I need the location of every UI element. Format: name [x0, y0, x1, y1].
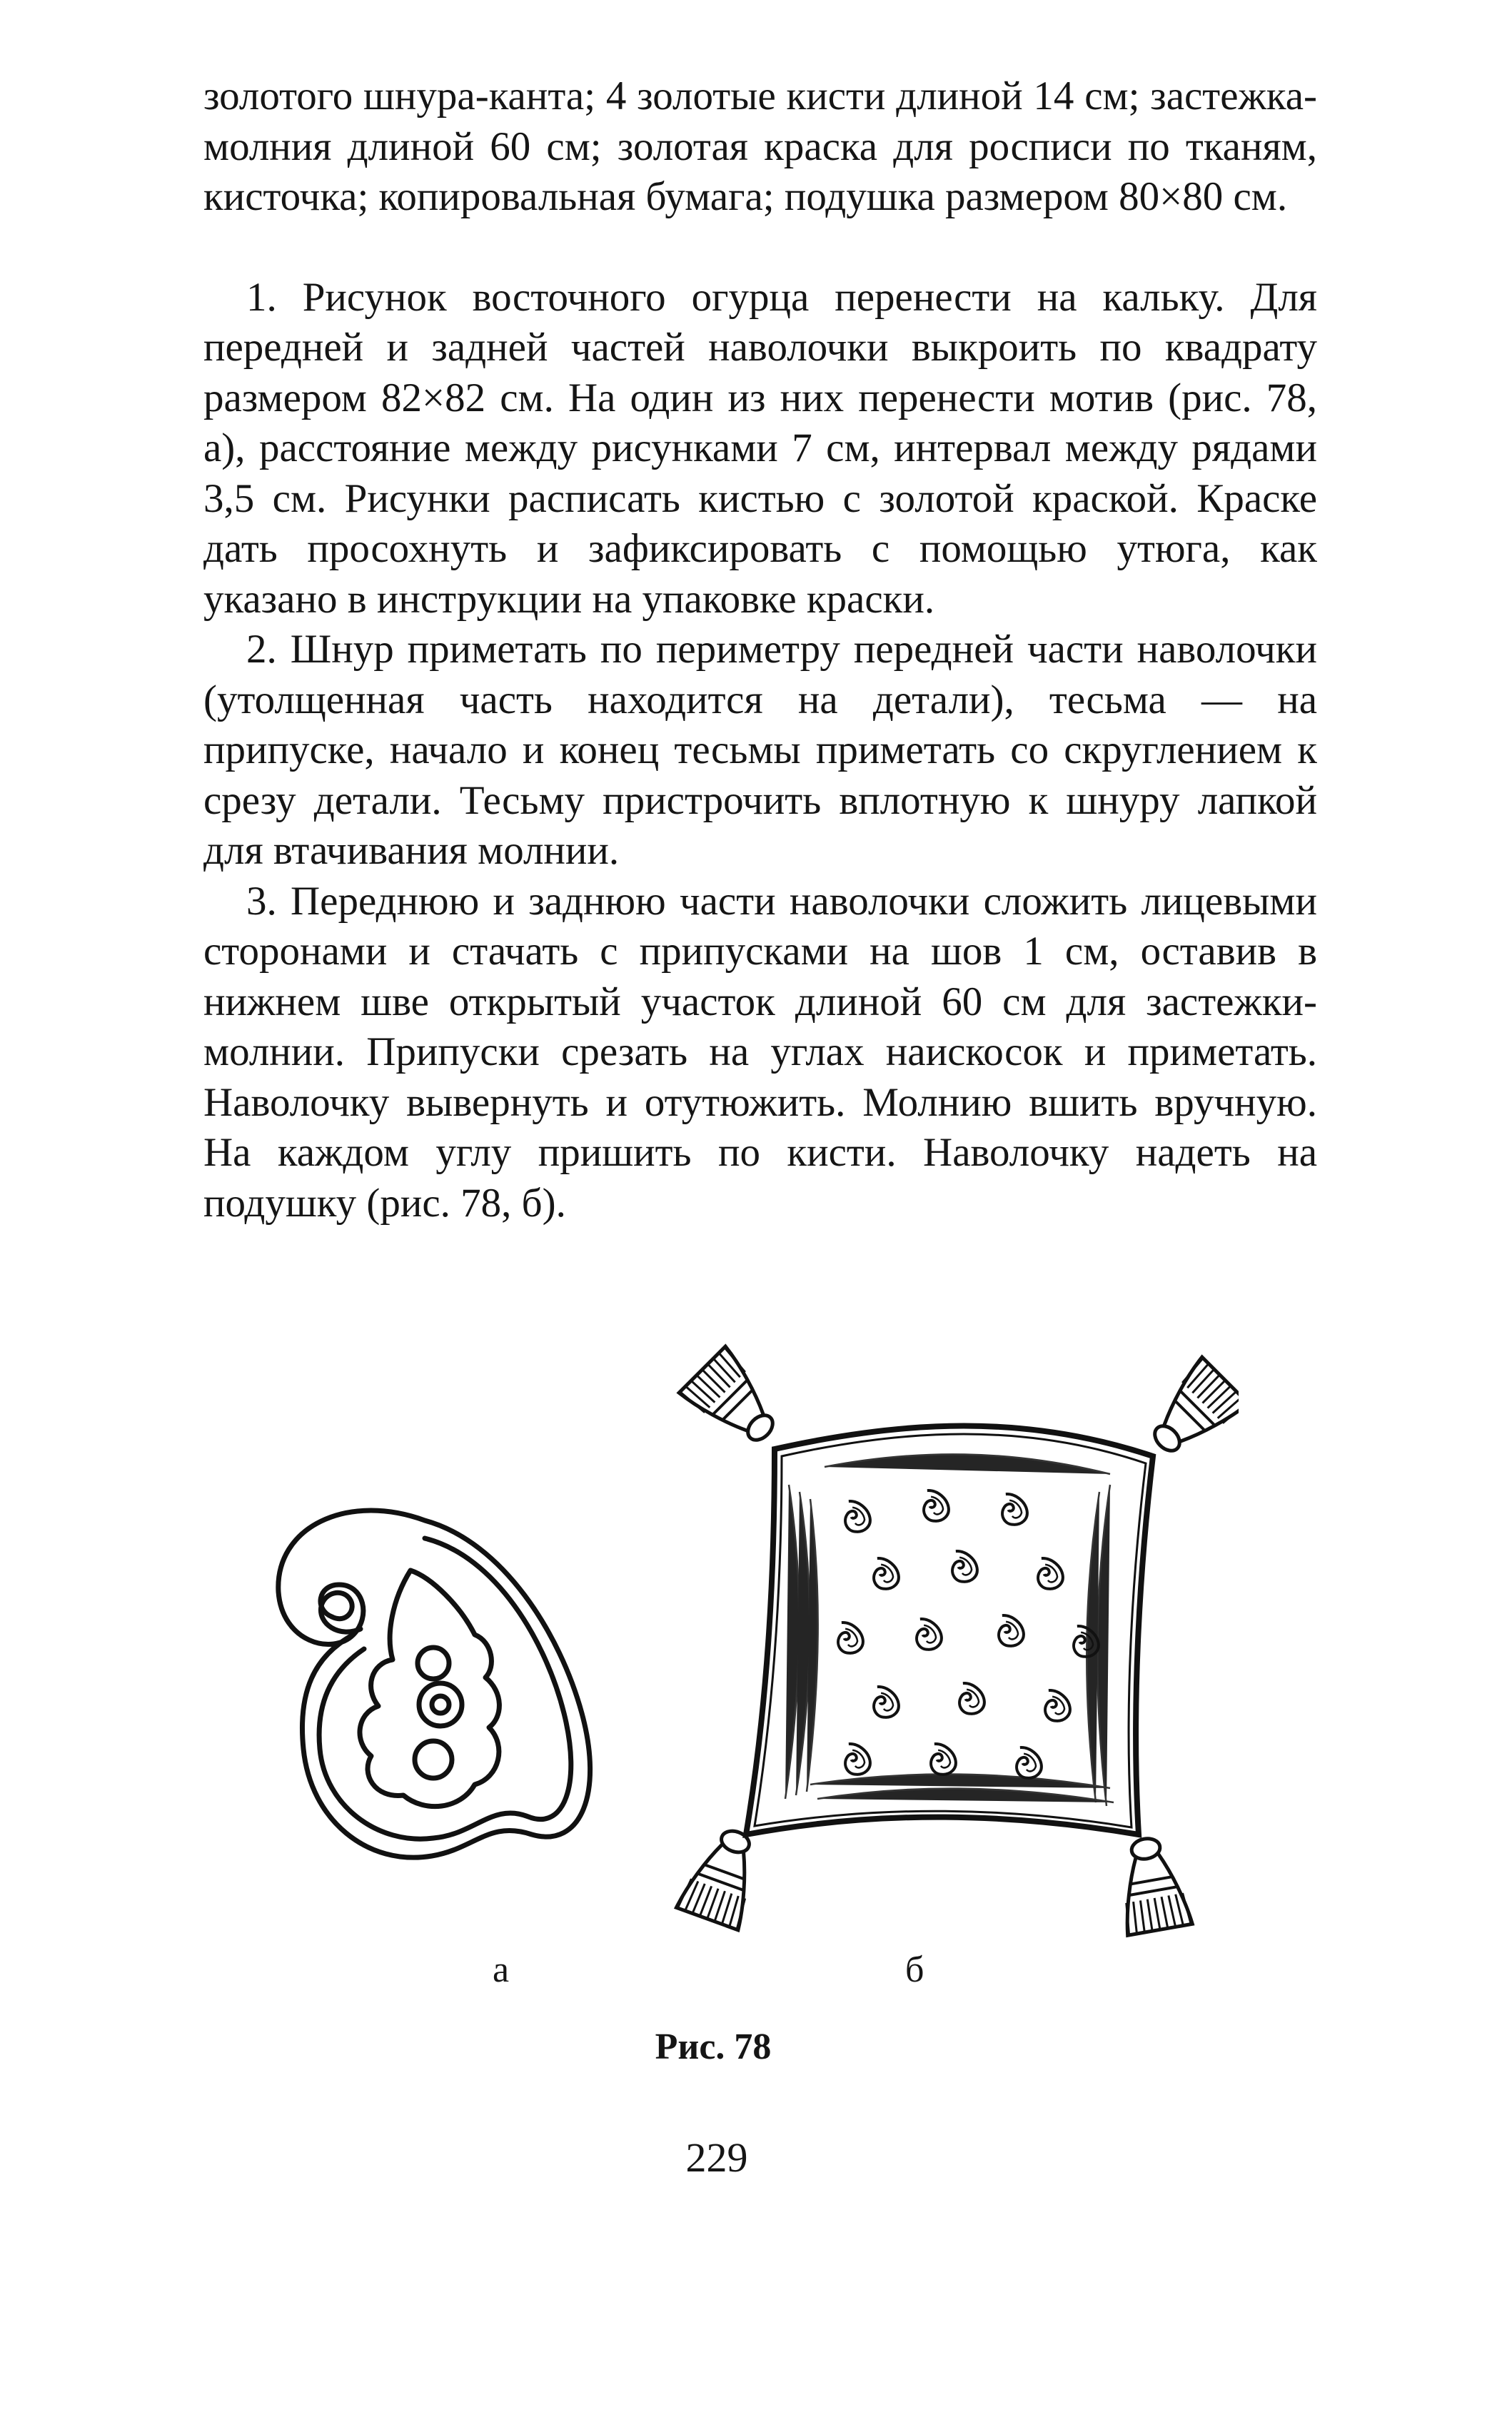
figure-label-b: б	[905, 1949, 924, 1990]
materials-paragraph: золотого шнура-канта; 4 золотые кисти длиной 14 см; застежка-молния длиной 60 см; золотая краска для росписи по тканям, кисточка; копировальная бумага; подушка размером 80×80 см.	[203, 74, 1317, 219]
figure-caption-text: Рис. 78	[655, 2027, 772, 2067]
step-1-paragraph: 1. Рисунок восточного огурца перенести на кальку. Для передней и задней частей наволочки выкроить по квадрату размером 82×82 см. На один из них перенести мотив (рис. 78, а), расстояние между рисунками 7 см, интервал между рядами 3,5 см. Рисунки расписать кистью с золотой краской. Краске дать просохнуть и зафиксировать с помощью утюга, как указано в инструкции на упаковке краски.	[203, 274, 1317, 622]
body-text	[203, 71, 1317, 1228]
step-2-paragraph: 2. Шнур приметать по периметру передней части наволочки (утолщенная часть находится на детали), тесьма — на припуске, начало и конец тесьмы приметать со скруглением к срезу детали. Тесьму пристрочить вплотную к шнуру лапкой для втачивания молнии.	[203, 627, 1317, 873]
page-number	[0, 2134, 1512, 2181]
pillow-with-tassels-icon	[667, 1342, 1239, 1956]
figure-78	[203, 1342, 1317, 1984]
figure-caption	[0, 2026, 1512, 2069]
step-3-paragraph: 3. Переднюю и заднюю части наволочки сложить лицевыми сторонами и стачать с припусками на шов 1 см, оставив в нижнем шве открытый участок длиной 60 см для застежки-молнии. Припуски срезать на углах наискосок и приметать. Наволочку вывернуть и отутюжить. Молнию вшить вручную. На каждом углу пришить по кисти. Наволочку надеть на подушку (рис. 78, б).	[203, 878, 1317, 1226]
paisley-motif-icon	[246, 1478, 603, 1877]
figure-label-a: а	[493, 1949, 510, 1990]
page-number-text: 229	[685, 2134, 748, 2181]
